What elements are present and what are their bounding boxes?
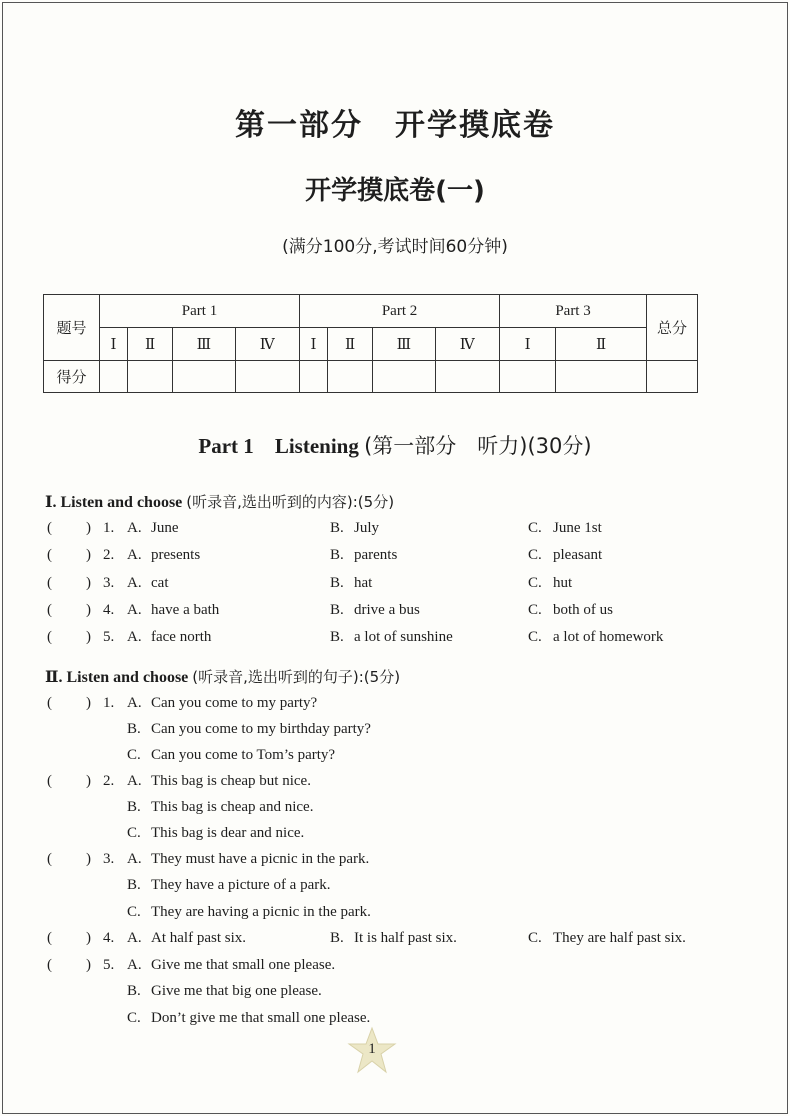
section2-question	[0, 695, 790, 717]
score-table	[43, 294, 698, 393]
page-number: 1	[368, 1041, 376, 1057]
score-table-total-label: 总分	[647, 295, 698, 361]
score-table-numeral: Ⅱ	[556, 328, 647, 361]
option-letter: B.	[330, 629, 344, 645]
option-text: They must have a picnic in the park.	[151, 851, 370, 867]
answer-paren-open: (	[47, 957, 52, 973]
option-text: July	[354, 520, 380, 536]
score-table-part3-header: Part 3	[500, 295, 647, 328]
section1-title: Listen and choose	[60, 494, 183, 511]
option-letter: C.	[127, 1010, 141, 1026]
option-text: pleasant	[553, 547, 603, 563]
score-table-numeral: Ⅰ	[300, 328, 328, 361]
score-cell[interactable]	[100, 361, 128, 393]
option-letter: B.	[330, 547, 344, 563]
section2-option-row	[0, 825, 790, 847]
option-letter: C.	[528, 629, 542, 645]
score-cell-total[interactable]	[647, 361, 698, 393]
answer-paren-close: )	[86, 575, 91, 591]
option-text: This bag is dear and nice.	[151, 825, 305, 841]
option-text: June 1st	[553, 520, 602, 536]
score-table-part1-header: Part 1	[100, 295, 300, 328]
part1-label: Part 1	[198, 434, 254, 458]
answer-paren-close: )	[86, 695, 91, 711]
section2-question	[0, 851, 790, 873]
part1-heading	[0, 430, 790, 460]
section2-question	[0, 930, 790, 952]
option-text: Give me that big one please.	[151, 983, 322, 999]
section1-instruction: (听录音,选出听到的内容):(5分)	[186, 493, 395, 511]
section2-option-row	[0, 799, 790, 821]
option-text: a lot of homework	[553, 629, 664, 645]
answer-paren-open: (	[47, 930, 52, 946]
page-title: 第一部分 开学摸底卷	[235, 108, 555, 143]
question-number: 5.	[103, 957, 115, 973]
score-table-numeral: Ⅱ	[127, 328, 172, 361]
option-letter: C.	[127, 825, 141, 841]
section2-option-row	[0, 983, 790, 1005]
answer-paren-close: )	[86, 602, 91, 618]
option-letter: A.	[127, 575, 142, 591]
option-letter: A.	[127, 629, 142, 645]
part1-cn: (第一部分 听力)	[364, 434, 528, 458]
score-table-numeral: Ⅰ	[100, 328, 128, 361]
option-letter: B.	[127, 799, 141, 815]
score-cell[interactable]	[173, 361, 235, 393]
option-text: Give me that small one please.	[151, 957, 336, 973]
section2-heading	[45, 666, 400, 687]
section1-question	[0, 520, 790, 542]
option-letter: A.	[127, 930, 142, 946]
score-cell[interactable]	[556, 361, 647, 393]
section1-question	[0, 575, 790, 597]
option-letter: B.	[127, 721, 141, 737]
option-letter: A.	[127, 520, 142, 536]
section2-question	[0, 957, 790, 979]
score-cell[interactable]	[127, 361, 172, 393]
question-number: 4.	[103, 602, 115, 618]
answer-paren-open: (	[47, 695, 52, 711]
section2-numeral: Ⅱ.	[45, 669, 63, 686]
option-text: presents	[151, 547, 201, 563]
option-text: Don’t give me that small one please.	[151, 1010, 371, 1026]
answer-paren-close: )	[86, 851, 91, 867]
question-number: 3.	[103, 851, 115, 867]
option-text: a lot of sunshine	[354, 629, 453, 645]
option-text: At half past six.	[151, 930, 246, 946]
option-letter: A.	[127, 957, 142, 973]
answer-paren-open: (	[47, 575, 52, 591]
option-text: drive a bus	[354, 602, 420, 618]
option-letter: C.	[127, 904, 141, 920]
option-text: cat	[151, 575, 169, 591]
option-text: both of us	[553, 602, 613, 618]
score-cell[interactable]	[500, 361, 556, 393]
option-text: This bag is cheap and nice.	[151, 799, 314, 815]
option-text: They are half past six.	[553, 930, 686, 946]
question-number: 1.	[103, 520, 115, 536]
option-text: face north	[151, 629, 212, 645]
answer-paren-open: (	[47, 773, 52, 789]
section1-numeral: Ⅰ.	[45, 494, 57, 511]
option-letter: B.	[127, 877, 141, 893]
score-cell[interactable]	[328, 361, 373, 393]
option-letter: B.	[330, 602, 344, 618]
answer-paren-close: )	[86, 520, 91, 536]
option-text: It is half past six.	[354, 930, 457, 946]
score-cell[interactable]	[435, 361, 500, 393]
page-number-badge	[347, 1026, 397, 1076]
option-letter: A.	[127, 602, 142, 618]
option-letter: C.	[528, 547, 542, 563]
section2-question	[0, 773, 790, 795]
question-number: 5.	[103, 629, 115, 645]
option-letter: C.	[127, 747, 141, 763]
score-table-numeral: Ⅲ	[173, 328, 235, 361]
option-text: Can you come to my party?	[151, 695, 318, 711]
option-text: parents	[354, 547, 398, 563]
part1-points: (30分)	[527, 434, 592, 458]
section2-instruction: (听录音,选出听到的句子):(5分)	[192, 668, 401, 686]
option-letter: C.	[528, 602, 542, 618]
score-table-numeral: Ⅳ	[235, 328, 300, 361]
section2-option-row	[0, 904, 790, 926]
answer-paren-close: )	[86, 930, 91, 946]
part1-name: Listening	[274, 434, 359, 458]
option-letter: B.	[127, 983, 141, 999]
answer-paren-open: (	[47, 629, 52, 645]
option-text: Can you come to Tom’s party?	[151, 747, 336, 763]
answer-paren-open: (	[47, 602, 52, 618]
score-table-numeral: Ⅱ	[328, 328, 373, 361]
option-text: have a bath	[151, 602, 220, 618]
question-number: 2.	[103, 547, 115, 563]
option-text: This bag is cheap but nice.	[151, 773, 311, 789]
section1-heading	[45, 491, 394, 512]
score-cell[interactable]	[300, 361, 328, 393]
section1-question	[0, 602, 790, 624]
option-letter: A.	[127, 547, 142, 563]
section2-option-row	[0, 721, 790, 743]
section2-option-row	[0, 877, 790, 899]
option-letter: C.	[528, 520, 542, 536]
option-text: They have a picture of a park.	[151, 877, 331, 893]
option-text: hut	[553, 575, 573, 591]
option-letter: C.	[528, 575, 542, 591]
option-letter: A.	[127, 773, 142, 789]
score-table-numeral: Ⅲ	[373, 328, 435, 361]
section1-question	[0, 547, 790, 569]
answer-paren-close: )	[86, 629, 91, 645]
option-letter: B.	[330, 575, 344, 591]
answer-paren-close: )	[86, 773, 91, 789]
option-letter: B.	[330, 930, 344, 946]
answer-paren-open: (	[47, 851, 52, 867]
option-letter: B.	[330, 520, 344, 536]
option-letter: A.	[127, 695, 142, 711]
answer-paren-open: (	[47, 547, 52, 563]
option-text: hat	[354, 575, 373, 591]
section2-title: Listen and choose	[66, 669, 189, 686]
section2-option-row	[0, 747, 790, 769]
question-number: 2.	[103, 773, 115, 789]
exam-note: (满分100分,考试时间60分钟)	[282, 237, 508, 257]
score-cell[interactable]	[235, 361, 300, 393]
exam-subtitle: 开学摸底卷(一)	[305, 176, 485, 206]
question-number: 3.	[103, 575, 115, 591]
option-letter: A.	[127, 851, 142, 867]
score-table-numeral: Ⅳ	[435, 328, 500, 361]
score-table-part2-header: Part 2	[300, 295, 500, 328]
option-letter: C.	[528, 930, 542, 946]
score-table-numeral: Ⅰ	[500, 328, 556, 361]
score-table-item-label: 题号	[44, 295, 100, 361]
question-number: 4.	[103, 930, 115, 946]
option-text: Can you come to my birthday party?	[151, 721, 371, 737]
score-table-score-label: 得分	[44, 361, 100, 393]
answer-paren-close: )	[86, 957, 91, 973]
option-text: June	[151, 520, 179, 536]
score-cell[interactable]	[373, 361, 435, 393]
section1-question	[0, 629, 790, 651]
answer-paren-close: )	[86, 547, 91, 563]
question-number: 1.	[103, 695, 115, 711]
option-text: They are having a picnic in the park.	[151, 904, 371, 920]
answer-paren-open: (	[47, 520, 52, 536]
